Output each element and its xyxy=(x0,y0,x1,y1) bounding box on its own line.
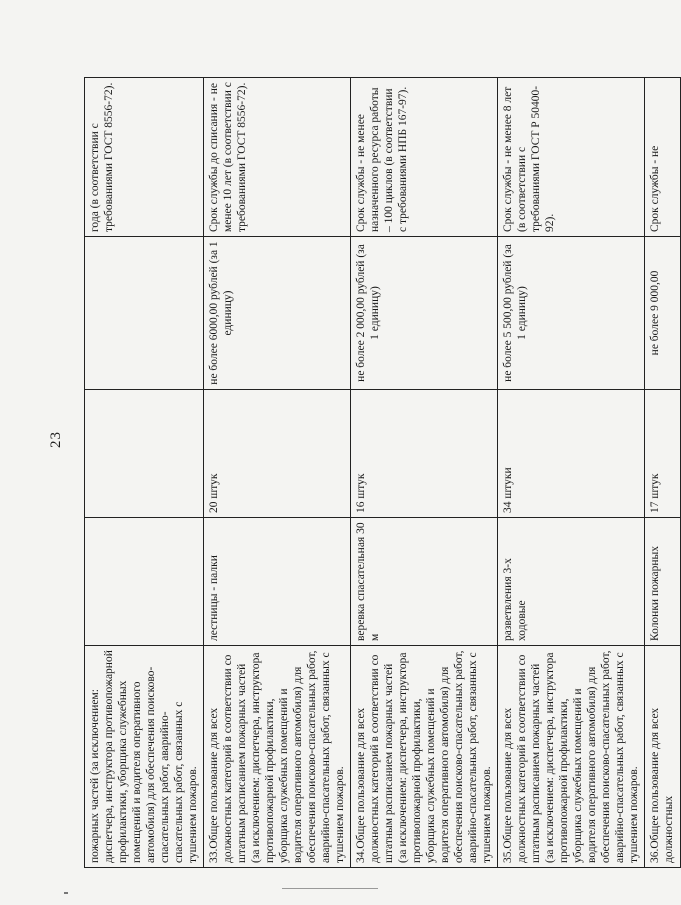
service-life-cell: Срок службы - не xyxy=(645,78,681,237)
price-cell: не более 2 000,00 рублей (за 1 единицу) xyxy=(351,237,498,390)
service-life-cell: Срок службы - не менее 8 лет (в соответствии с требованиями ГОСТ Р 50400-92). xyxy=(498,78,645,237)
table-row xyxy=(351,78,498,868)
usage-description-cell: 35.Общее пользование для всех должностных категорий в соответствии со штатным расписанием пожарных частей (за исключением: диспетчера, инструктора противопожарной профилактики, уборщика служебных помещений и водителя оперативного автомобиля) для обеспечения поисково-спасательных работ, аварийно-спасательных работ, связанных с тушением пожаров. xyxy=(498,646,645,868)
usage-description-cell: пожарных частей (за исключением: диспетчера, инструктора противопожарной профилактики, уборщика служебных помещений и водителя оперативного автомобиля) для обеспечения поисково-спасательных работ, аварийно-спасательных работ, связанных с тушением пожаров. xyxy=(85,646,204,868)
service-life-cell: года (в соответствии с требованиями ГОСТ 8556-72). xyxy=(85,78,204,237)
table-row xyxy=(645,78,681,868)
usage-description-cell: 36.Общее пользование для всех должностных xyxy=(645,646,681,868)
scan-mark xyxy=(64,892,68,894)
service-life-cell: Срок службы - не менее назначенного ресурса работы – 100 циклов (в соответствии с требованиями НПБ 167-97). xyxy=(351,78,498,237)
scan-underline-mark xyxy=(282,888,378,889)
usage-description-cell: 33.Общее пользование для всех должностных категорий в соответствии со штатным расписанием пожарных частей (за исключением: диспетчера, инструктора противопожарной профилактики, уборщика служебных помещений и водителя оперативного автомобиля) для обеспечения поисково-спасательных работ, аварийно-спасательных работ, связанных с тушением пожаров. xyxy=(204,646,351,868)
item-name-cell: разветвления 3-х ходовые xyxy=(498,518,645,646)
table-row xyxy=(204,78,351,868)
table-row xyxy=(498,78,645,868)
quantity-cell: 34 штуки xyxy=(498,390,645,518)
service-life-cell: Срок службы до списания - не менее 10 лет (в соответствии с требованиями ГОСТ 8556-72). xyxy=(204,78,351,237)
item-name-cell xyxy=(85,518,204,646)
table-row xyxy=(85,78,204,868)
quantity-cell: 20 штук xyxy=(204,390,351,518)
item-name-cell: Колонки пожарных xyxy=(645,518,681,646)
usage-description-cell: 34.Общее пользование для всех должностных категорий в соответствии со штатным расписанием пожарных частей (за исключением: диспетчера, инструктора противопожарной профилактики, уборщика служебных помещений и водителя оперативного автомобиля) для обеспечения поисково-спасательных работ, аварийно-спасательных работ, связанных с тушением пожаров. xyxy=(351,646,498,868)
item-name-cell: веревка спасательная 30 м xyxy=(351,518,498,646)
quantity-cell: 16 штук xyxy=(351,390,498,518)
price-cell xyxy=(85,237,204,390)
price-cell: не более 5 500,00 рублей (за 1 единицу) xyxy=(498,237,645,390)
equipment-table xyxy=(84,77,681,868)
page-number: 23 xyxy=(48,431,64,448)
price-cell: не более 6000,00 рублей (за 1 единицу) xyxy=(204,237,351,390)
quantity-cell xyxy=(85,390,204,518)
price-cell: не более 9 000,00 xyxy=(645,237,681,390)
quantity-cell: 17 штук xyxy=(645,390,681,518)
rotated-table-container xyxy=(84,78,675,868)
item-name-cell: лестницы - палки xyxy=(204,518,351,646)
